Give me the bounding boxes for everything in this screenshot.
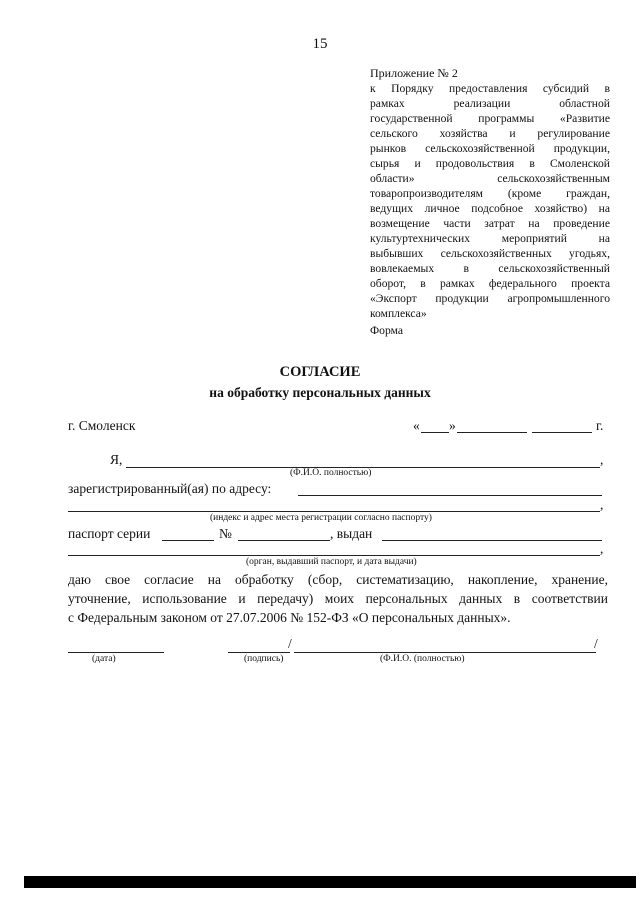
- appendix-line: ведущих личное подсобное хозяйство) на: [370, 202, 610, 215]
- appendix-title: Приложение № 2: [370, 66, 458, 80]
- document-subtitle: на обработку персональных данных: [209, 385, 431, 400]
- signature-slash-right: /: [594, 636, 598, 651]
- document-title: СОГЛАСИЕ: [279, 364, 361, 380]
- city-label: г. Смоленск: [68, 418, 136, 433]
- registered-label: зарегистрированный(ая) по адресу:: [68, 481, 272, 496]
- issued-label: , выдан: [330, 526, 373, 541]
- address-field-2[interactable]: [68, 511, 600, 512]
- issuer-field-2[interactable]: [68, 555, 600, 556]
- appendix-line: оборот, в рамках федерального проекта: [370, 277, 610, 290]
- appendix-line: выбывших сельскохозяйственных угодьях,: [370, 247, 610, 260]
- passport-number-field[interactable]: [238, 540, 330, 541]
- address-comma: ,: [600, 497, 604, 512]
- appendix-line: рамках реализации областной: [370, 97, 610, 110]
- appendix-line: рынков сельскохозяйственной продукции,: [370, 142, 610, 155]
- appendix-line: государственной программы «Развитие: [370, 112, 610, 125]
- appendix-line: сырья и продовольствия в Смоленской: [370, 157, 610, 170]
- appendix-line: «Экспорт продукции агропромышленного: [370, 292, 610, 305]
- signer-fio-field[interactable]: [294, 652, 596, 653]
- passport-number-label: №: [219, 526, 232, 541]
- appendix-line: к Порядку предоставления субсидий в: [370, 82, 610, 95]
- passport-series-field[interactable]: [162, 540, 214, 541]
- issuer-field-1[interactable]: [382, 540, 602, 541]
- date-day-field[interactable]: [421, 432, 449, 433]
- signature-hint: (подпись): [244, 654, 284, 664]
- appendix-line: комплекса»: [370, 307, 427, 320]
- year-suffix: г.: [596, 418, 604, 433]
- date-sign-field[interactable]: [68, 652, 164, 653]
- passport-series-label: паспорт серии: [68, 526, 151, 541]
- fio-hint: (Ф.И.О. полностью): [290, 468, 372, 478]
- scan-edge-bar: [24, 876, 636, 888]
- consent-paragraph: [68, 570, 608, 627]
- i-label: Я,: [110, 452, 123, 467]
- appendix-block: [370, 66, 610, 321]
- address-hint: (индекс и адрес места регистрации согласно паспорту): [210, 513, 432, 523]
- address-field-1[interactable]: [298, 495, 602, 496]
- appendix-line: культуртехнических мероприятий на: [370, 232, 610, 245]
- date-month-field[interactable]: [457, 432, 527, 433]
- form-label: Форма: [370, 324, 403, 337]
- fio-comma: ,: [600, 452, 604, 467]
- date-quote-open: «: [413, 418, 420, 433]
- page-number: 15: [312, 36, 328, 52]
- appendix-line: товаропроизводителям (кроме граждан,: [370, 187, 610, 200]
- signature-slash-left: /: [288, 636, 292, 651]
- signer-fio-hint: (Ф.И.О. (полностью): [380, 654, 465, 664]
- signature-field[interactable]: [228, 652, 290, 653]
- date-hint: (дата): [92, 654, 116, 664]
- consent-line: с Федеральным законом от 27.07.2006 № 152-ФЗ «О персональных данных».: [68, 610, 511, 625]
- appendix-line: области» сельскохозяйственным: [370, 172, 610, 185]
- consent-line: даю свое согласие на обработку (сбор, систематизацию, накопление, хранение,: [68, 572, 608, 587]
- appendix-line: сельского хозяйства и регулирование: [370, 127, 610, 140]
- date-year-field[interactable]: [532, 432, 592, 433]
- appendix-line: вовлекаемых в сельскохозяйственный: [370, 262, 610, 275]
- date-quote-close: »: [449, 418, 456, 433]
- consent-line: уточнение, использование и передачу) моих персональных данных в соответствии: [68, 591, 608, 606]
- issuer-comma: ,: [600, 541, 604, 556]
- issuer-hint: (орган, выдавший паспорт, и дата выдачи): [246, 557, 417, 567]
- appendix-line: возмещение части затрат на проведение: [370, 217, 610, 230]
